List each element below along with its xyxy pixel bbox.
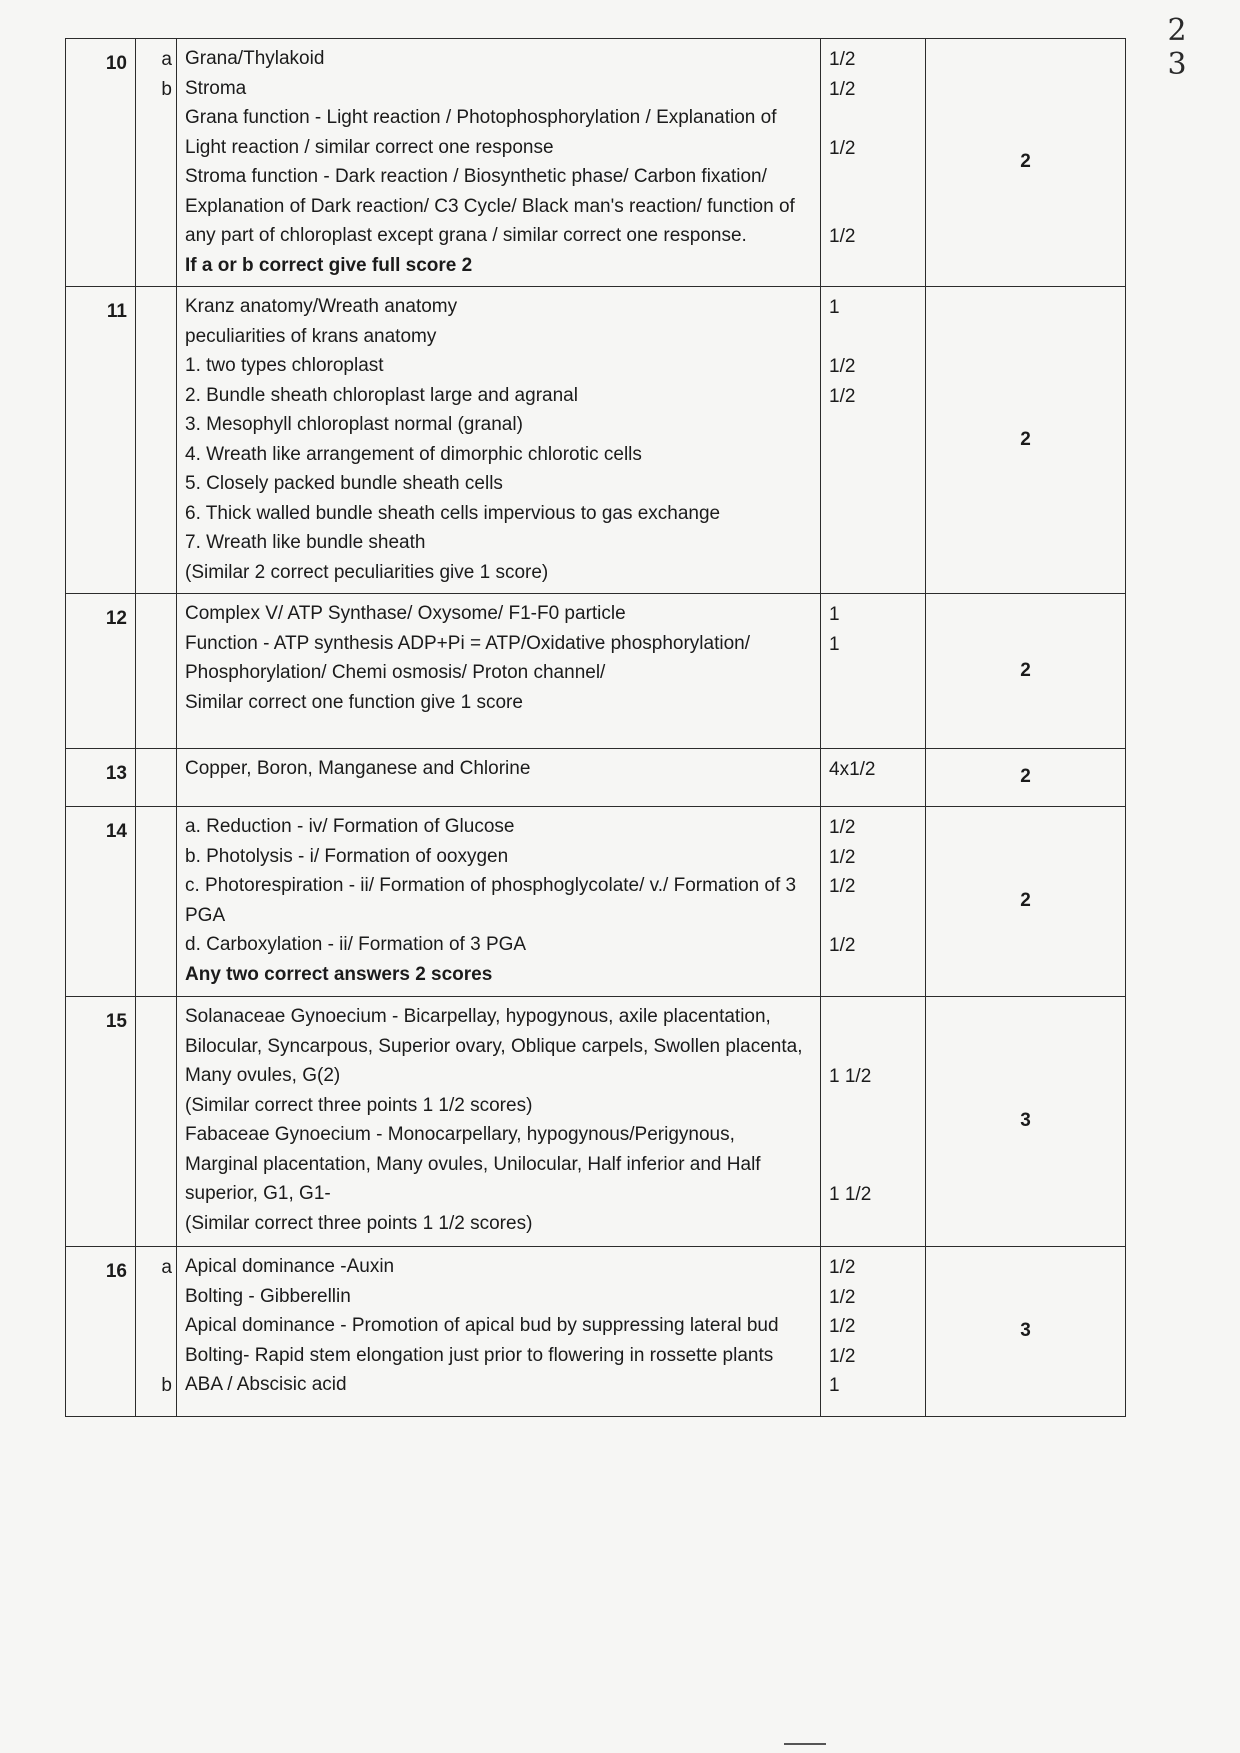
answer-cell — [177, 287, 821, 594]
sub-labels — [136, 287, 177, 594]
marks-cell — [821, 997, 926, 1247]
total-score: 3 — [926, 997, 1126, 1247]
mark-value: 1/2 — [829, 226, 856, 247]
answer-cell — [177, 997, 821, 1247]
answer-line: Copper, Boron, Manganese and Chlorine — [185, 758, 531, 779]
answer-cell — [177, 39, 821, 287]
handwritten-mark-line-2: 3 — [1167, 47, 1187, 82]
answer-line: 7. Wreath like bundle sheath — [185, 532, 426, 553]
marks-cell — [821, 39, 926, 287]
answer-cell — [177, 594, 821, 749]
mark-value: 1 — [829, 633, 840, 655]
answer-line: Similar correct one function give 1 score — [185, 691, 523, 713]
answer-line: 3. Mesophyll chloroplast normal (granal) — [185, 414, 523, 435]
mark-value: 1/2 — [829, 1345, 856, 1367]
answer-line: Stroma function - Dark reaction / Biosynthetic phase/ Carbon fixation/ Explanation of Dark reaction/ C3 Cycle/ Black man's reaction/ function of any part of chloroplast except grana / similar correct one response. — [185, 166, 795, 246]
question-row-11 — [66, 287, 1126, 594]
total-score: 2 — [926, 39, 1126, 287]
marks-cell — [821, 287, 926, 594]
mark-value: 1/2 — [829, 137, 856, 159]
question-number: 12 — [66, 594, 136, 749]
answer-line: Bolting- Rapid stem elongation just prior to flowering in rossette plants — [185, 1344, 774, 1366]
sub-label: b — [161, 1375, 172, 1396]
mark-value: 1 — [829, 604, 840, 625]
question-number: 10 — [66, 39, 136, 287]
answer-line: Fabaceae Gynoecium - Monocarpellary, hypogynous/Perigynous, Marginal placentation, Many ovules, Unilocular, Half inferior and Half superior, G1, G1- — [185, 1124, 761, 1204]
sub-label: a — [161, 49, 172, 70]
question-number: 13 — [66, 749, 136, 807]
total-score: 2 — [926, 594, 1126, 749]
answer-line: ABA / Abscisic acid — [185, 1374, 347, 1395]
sub-labels — [136, 997, 177, 1247]
answer-line: Apical dominance -Auxin — [185, 1256, 395, 1277]
answer-cell — [177, 807, 821, 997]
question-number: 14 — [66, 807, 136, 997]
marks-cell — [821, 807, 926, 997]
mark-value: 1/2 — [829, 1316, 856, 1337]
sub-labels — [136, 807, 177, 997]
marks-cell — [821, 749, 926, 807]
sub-labels — [136, 39, 177, 287]
handwritten-page-mark — [1152, 14, 1202, 82]
answer-line: Stroma — [185, 77, 247, 99]
answer-line: (Similar correct three points 1 1/2 scores) — [185, 1094, 533, 1116]
page-bottom-dash — [784, 1743, 826, 1745]
marks-cell — [821, 594, 926, 749]
answer-line: (Similar correct three points 1 1/2 scores) — [185, 1212, 533, 1234]
question-row-16 — [66, 1247, 1126, 1417]
question-number: 16 — [66, 1247, 136, 1417]
answer-line: 1. two types chloroplast — [185, 355, 384, 376]
mark-value: 1/2 — [829, 935, 856, 956]
mark-value: 1/2 — [829, 846, 856, 868]
total-score: 2 — [926, 749, 1126, 807]
mark-value: 1/2 — [829, 876, 856, 897]
answer-line: peculiarities of krans anatomy — [185, 325, 437, 347]
question-row-14 — [66, 807, 1126, 997]
answer-line: b. Photolysis - i/ Formation of ooxygen — [185, 845, 509, 867]
answer-line: Grana function - Light reaction / Photophosphorylation / Explanation of Light reaction / similar correct one response — [185, 107, 777, 158]
answer-line: Bolting - Gibberellin — [185, 1285, 351, 1307]
answer-line: Solanaceae Gynoecium - Bicarpellay, hypogynous, axile placentation, Bilocular, Syncarpous, Superior ovary, Oblique carpels, Swollen placenta, Many ovules, G(2) — [185, 1006, 803, 1086]
mark-value: 1/2 — [829, 1257, 856, 1278]
question-row-13 — [66, 749, 1126, 807]
answer-line: Grana/Thylakoid — [185, 48, 325, 69]
answer-line: (Similar 2 correct peculiarities give 1 score) — [185, 561, 549, 583]
answer-key-table — [65, 38, 1126, 1417]
answer-note: Any two correct answers 2 scores — [185, 963, 493, 985]
mark-value: 1 1/2 — [829, 1184, 872, 1205]
answer-line: d. Carboxylation - ii/ Formation of 3 PGA — [185, 934, 527, 955]
answer-line: 2. Bundle sheath chloroplast large and agranal — [185, 384, 578, 406]
answer-line: c. Photorespiration - ii/ Formation of phosphoglycolate/ v./ Formation of 3 PGA — [185, 875, 797, 926]
answer-line: Kranz anatomy/Wreath anatomy — [185, 296, 458, 317]
answer-cell — [177, 749, 821, 807]
mark-value: 1/2 — [829, 356, 856, 377]
answer-line: Complex V/ ATP Synthase/ Oxysome/ F1-F0 particle — [185, 603, 626, 624]
mark-value: 4x1/2 — [829, 759, 876, 780]
sub-labels — [136, 749, 177, 807]
total-score: 2 — [926, 807, 1126, 997]
marks-cell — [821, 1247, 926, 1417]
mark-value: 1/2 — [829, 1286, 856, 1308]
answer-line: Apical dominance - Promotion of apical bud by suppressing lateral bud — [185, 1315, 779, 1336]
question-number: 11 — [66, 287, 136, 594]
mark-value: 1 1/2 — [829, 1066, 872, 1087]
answer-line: Function - ATP synthesis ADP+Pi = ATP/Oxidative phosphorylation/ Phosphorylation/ Chemi osmosis/ Proton channel/ — [185, 632, 751, 683]
question-row-12 — [66, 594, 1126, 749]
mark-value: 1 — [829, 1375, 840, 1396]
sub-label: a — [161, 1257, 172, 1278]
answer-cell — [177, 1247, 821, 1417]
handwritten-mark-line-1: 2 — [1167, 13, 1187, 48]
question-number: 15 — [66, 997, 136, 1247]
answer-key-body — [66, 39, 1126, 1417]
sub-labels — [136, 594, 177, 749]
total-score: 3 — [926, 1247, 1126, 1417]
answer-line: 6. Thick walled bundle sheath cells impervious to gas exchange — [185, 502, 721, 524]
question-row-10 — [66, 39, 1126, 287]
total-score: 2 — [926, 287, 1126, 594]
answer-line: 4. Wreath like arrangement of dimorphic chlorotic cells — [185, 443, 642, 465]
answer-line: a. Reduction - iv/ Formation of Glucose — [185, 816, 515, 837]
sub-label: b — [161, 78, 172, 100]
mark-value: 1/2 — [829, 817, 856, 838]
answer-line: 5. Closely packed bundle sheath cells — [185, 473, 503, 494]
sub-labels — [136, 1247, 177, 1417]
mark-value: 1/2 — [829, 78, 856, 100]
question-row-15 — [66, 997, 1126, 1247]
mark-value: 1/2 — [829, 385, 856, 407]
mark-value: 1 — [829, 297, 840, 318]
mark-value: 1/2 — [829, 49, 856, 70]
answer-note: If a or b correct give full score 2 — [185, 254, 473, 276]
